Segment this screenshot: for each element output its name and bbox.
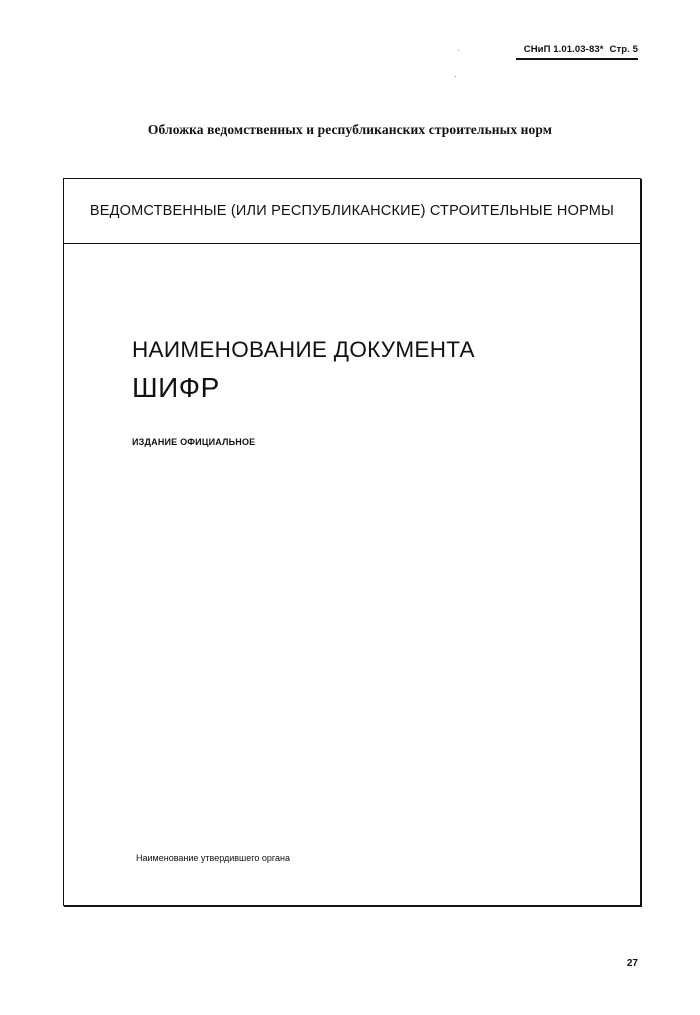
figure-caption: Обложка ведомственных и республиканских строительных норм	[147, 122, 553, 137]
header-document-code: СНиП 1.01.03-83*	[523, 44, 604, 55]
cover-band-title: ВЕДОМСТВЕННЫЕ (ИЛИ РЕСПУБЛИКАНСКИЕ) СТРОИТЕЛЬНЫЕ НОРМЫ	[89, 203, 615, 219]
scan-speck	[455, 76, 456, 77]
cover-frame	[63, 178, 641, 906]
header-rule	[516, 58, 638, 60]
cover-title-band	[64, 179, 640, 244]
edition-label: ИЗДАНИЕ ОФИЦИАЛЬНОЕ	[132, 437, 256, 447]
approving-authority: Наименование утвердившего органа	[136, 853, 290, 863]
document-name: НАИМЕНОВАНИЕ ДОКУМЕНТА	[132, 337, 475, 362]
scan-speck	[458, 50, 459, 51]
page-number: 27	[626, 958, 638, 969]
header-page-label: Стр. 5	[609, 44, 638, 55]
document-code: ШИФР	[132, 372, 220, 403]
running-header	[524, 44, 638, 55]
